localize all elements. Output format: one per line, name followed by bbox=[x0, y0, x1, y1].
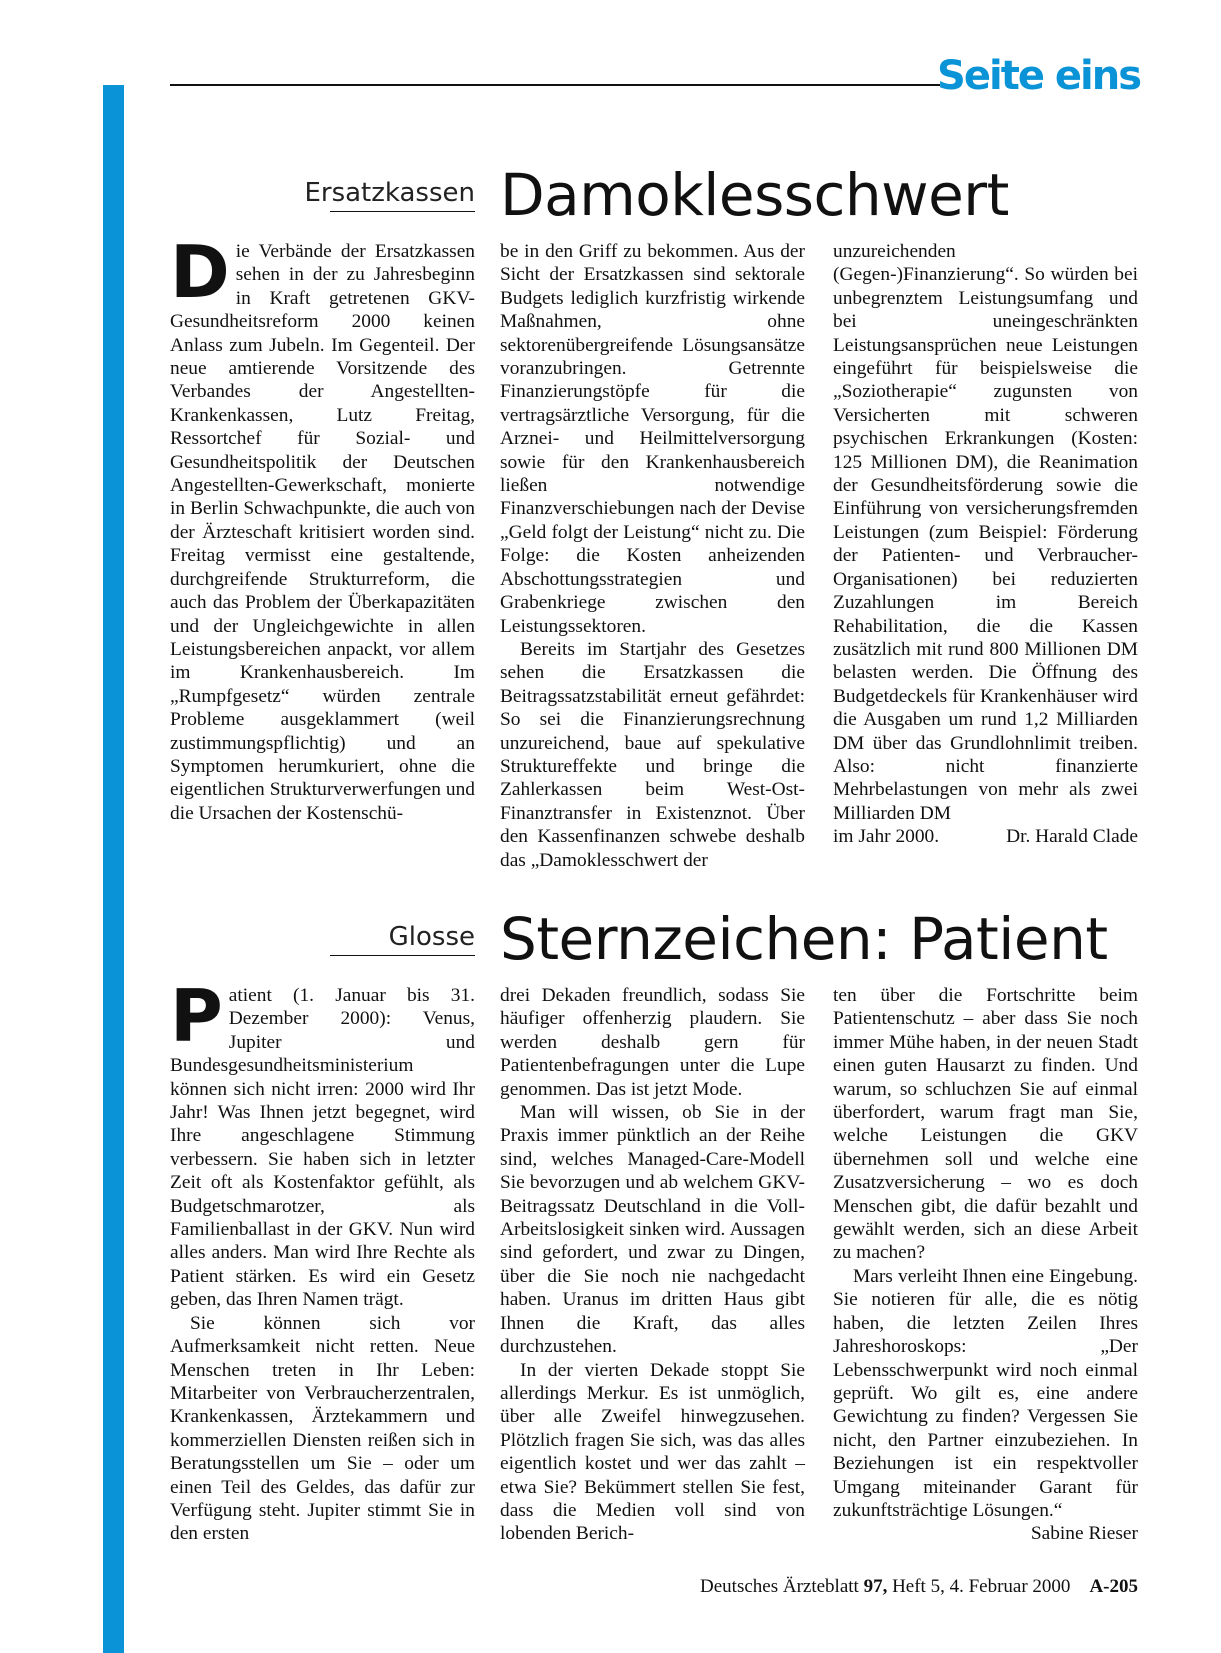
article1-paragraph: unzureichenden (Gegen-)Finanzierung“. So würden bei unbegrenztem Leistungsumfang und bei uneingeschränkten Leistungsansprüchen neue Leistungen eingeführt für beispielsweise die „Soziotherapie“ zugunsten von Versicherten mit schweren psychischen Erkrankungen (Kosten: 125 Millionen DM), die Reanimation der Gesundheitsförderung sowie die Einführung von versicherungsfremden Leistungen (zum Beispiel: Förderung der Patienten- und Verbraucher-Organisationen) bei reduzierten Zuzahlungen im Bereich Rehabilitation, die die Kassen zusätzlich mit rund 800 Millionen DM belasten werden. Die Öffnung des Budgetdeckels für Krankenhäuser wird die Ausgaben um rund 1,2 Milliarden DM über das Grundlohnlimit treiben. Also: nicht finanzierte Mehrbelastungen von mehr als zwei Milliarden DM bbox=[833, 241, 1138, 824]
article1-byline-row bbox=[833, 825, 1138, 848]
article2-paragraph: Sie können sich vor Aufmerksamkeit nicht retten. Neue Menschen treten in Ihr Leben: Mitarbeiter von Verbraucherzentralen, Krankenkassen, Ärztekammern und kommerziellen Diensten reißen sich in Beratungsstellen um Sie – oder um einen Teil des Geldes, das dafür zur Verfügung steht. Jupiter stimmt Sie in den ersten bbox=[170, 1312, 475, 1545]
article1-col1-text: ie Verbände der Ersatzkassen sehen in der zu Jahresbeginn in Kraft getretenen GKV-Gesundheitsreform 2000 keinen Anlass zum Jubeln. Im Gegenteil. Der neue amtierende Vorsitzende des Verbandes der Angestellten-Krankenkassen, Lutz Freitag, Ressortchef für Sozial- und Gesundheitspolitik der Deutschen Angestellten-Gewerkschaft, monierte in Berlin Schwachpunkte, die auch von der Ärzteschaft kritisiert worden sind. Freitag vermisst eine gestaltende, durchgreifende Strukturreform, die auch das Problem der Überkapazitäten und der Ungleichgewichte in allen Leistungsbereichen anpackt, vor allem im Krankenhausbereich. Im „Rumpfgesetz“ würden zentrale Probleme ausgeklammert (weil zustimmungspflichtig) und an Symptomen herumkuriert, ohne die eigentlichen Strukturverwerfungen und die Ursachen der Kostenschü- bbox=[170, 241, 475, 824]
article2-column-2 bbox=[500, 984, 805, 1556]
article1-headline: Damoklesschwert bbox=[500, 161, 1009, 229]
article1-author: Dr. Harald Clade bbox=[1006, 826, 1138, 848]
header-rule bbox=[170, 84, 940, 86]
article2-paragraph: In der vierten Dekade stoppt Sie allerdings Merkur. Es ist unmöglich, über alle Zweifel hinwegzusehen. Plötzlich fragen Sie sich, was das alles eigentlich kostet und wer das zahlt – etwa Sie? Bekümmert stellen Sie fest, dass die Medien voll sind von lobenden Berich- bbox=[500, 1359, 805, 1545]
footer-journal: Deutsches Ärzteblatt bbox=[700, 1576, 859, 1597]
article2-paragraph: Man will wissen, ob Sie in der Praxis immer pünktlich an der Reihe sind, welches Managed-Care-Modell Sie bevorzugen und ab welchem GKV-Beitragssatz Deutschland in die Voll-Arbeitslosigkeit sinken wird. Aussagen sind gefordert, und zwar zu Dingen, über die Sie noch nie nachgedacht haben. Uranus im dritten Haus gibt Ihnen die Kraft, das alles durchzustehen. bbox=[500, 1102, 805, 1358]
article1-paragraph: be in den Griff zu bekommen. Aus der Sicht der Ersatzkassen sind sektorale Budgets lediglich kurzfristig wirkende Maßnahmen, ohne sektorenübergreifende Lösungsansätze voranzubringen. Getrennte Finanzierungstöpfe für die vertragsärztliche Versorgung, für die Arznei- und Heilmittelversorgung sowie für den Krankenhausbereich ließen notwendige Finanzverschiebungen nach der Devise „Geld folgt der Leistung“ nicht zu. Die Folge: die Kosten anheizenden Abschottungsstrategien und Grabenkriege zwischen den Leistungssektoren. bbox=[500, 241, 805, 637]
article2-column-1 bbox=[170, 974, 475, 1556]
article1-column-3 bbox=[833, 240, 1138, 848]
page-footer bbox=[500, 1576, 1138, 1598]
article1-closing-text: im Jahr 2000. bbox=[833, 826, 940, 848]
footer-issue: Heft 5, 4. Februar 2000 bbox=[892, 1576, 1071, 1597]
footer-page-number: A-205 bbox=[1089, 1576, 1138, 1597]
article1-kicker-rule bbox=[330, 211, 475, 212]
section-title: Seite eins bbox=[937, 53, 1140, 99]
article2-paragraph bbox=[170, 974, 475, 1312]
article2-paragraph: ten über die Fortschritte beim Patientenschutz – aber dass Sie noch immer Mühe haben, in der neuen Stadt einen guten Hausarzt zu finden. Und warum, so schluchzen Sie auf einmal überfordert, warum fragt man Sie, welche Leistungen die GKV übernehmen soll und welche eine Zusatzversicherung – wo es doch Menschen gibt, die dafür bezahlt und gewählt werden, sich an diese Arbeit zu machen? bbox=[833, 985, 1138, 1264]
article2-dropcap: P bbox=[170, 974, 223, 1058]
article2-kicker-rule bbox=[330, 955, 475, 956]
article2-author: Sabine Rieser bbox=[1030, 1523, 1138, 1545]
article1-column-2 bbox=[500, 240, 805, 871]
article1-dropcap: D bbox=[170, 230, 230, 314]
article1-kicker: Ersatzkassen bbox=[304, 178, 475, 208]
accent-side-bar bbox=[103, 85, 124, 1653]
footer-volume: 97, bbox=[863, 1576, 888, 1597]
article2-byline-row bbox=[833, 1522, 1138, 1545]
article2-paragraph: drei Dekaden freundlich, sodass Sie häufiger offenherzig plaudern. Sie werden deshalb gern für Patientenbefragungen unter die Lupe genommen. Das ist jetzt Mode. bbox=[500, 985, 805, 1100]
article1-column-1 bbox=[170, 230, 475, 828]
article1-paragraph: Bereits im Startjahr des Gesetzes sehen die Ersatzkassen die Beitragssatzstabilität erneut gefährdet: So sei die Finanzierungsrechnung unzureichend, baue auf spekulative Struktureffekte und bringe die Zahlerkassen beim West-Ost-Finanztransfer in Existenznot. Über den Kassenfinanzen schwebe deshalb das „Damoklesschwert der bbox=[500, 638, 805, 871]
article2-headline: Sternzeichen: Patient bbox=[500, 905, 1108, 973]
article2-column-3 bbox=[833, 984, 1138, 1556]
article1-paragraph bbox=[170, 230, 475, 825]
article2-kicker: Glosse bbox=[388, 922, 475, 952]
article2-col1-text: atient (1. Januar bis 31. Dezember 2000): Venus, Jupiter und Bundesgesundheitsministerium können sich nicht irren: 2000 wird Ihr Jahr! Was Ihnen jetzt begegnet, wird Ihre angeschlagene Stimmung verbessern. Sie haben sich in letzter Zeit oft als Kostenfaktor gefühlt, als Budgetschmarotzer, als Familienballast in der GKV. Nun wird alles anders. Man wird Ihre Rechte als Patient stärken. Es wird ein Gesetz geben, das Ihren Namen trägt. bbox=[170, 985, 475, 1311]
article2-paragraph: Mars verleiht Ihnen eine Eingebung. Sie notieren für alle, die es nötig haben, die letzten Zeilen Ihres Jahreshoroskops: „Der Lebensschwerpunkt wird noch einmal geprüft. Wo gilt es, eine andere Gewichtung zu finden? Vergessen Sie nicht, den Partner einzubeziehen. In Beziehungen ist ein respektvoller Umgang miteinander Garant für zukunftsträchtige Lösungen.“ bbox=[833, 1265, 1138, 1521]
